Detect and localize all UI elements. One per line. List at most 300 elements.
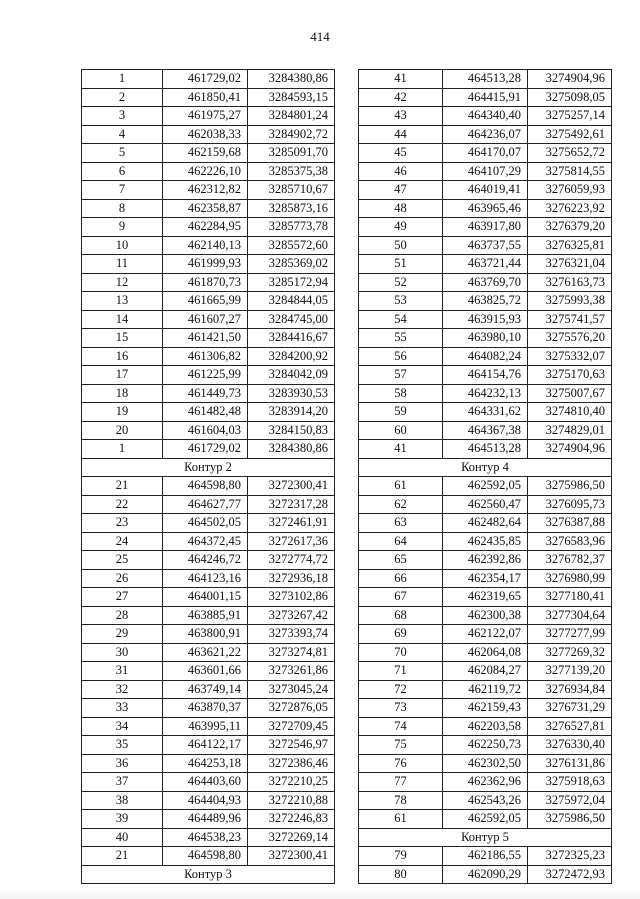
table-row bbox=[82, 625, 335, 644]
point-number-cell: 1 bbox=[82, 440, 163, 459]
y-coordinate-cell: 3272317,28 bbox=[248, 495, 335, 514]
x-coordinate-cell: 462392,86 bbox=[443, 551, 528, 570]
table-row bbox=[82, 403, 335, 422]
y-coordinate-cell: 3285369,02 bbox=[248, 255, 335, 274]
table-row bbox=[82, 532, 335, 551]
y-coordinate-cell: 3284593,15 bbox=[248, 88, 335, 107]
x-coordinate-cell: 464236,07 bbox=[443, 125, 528, 144]
x-coordinate-cell: 462119,72 bbox=[443, 680, 528, 699]
table-row bbox=[359, 625, 612, 644]
point-number-cell: 29 bbox=[82, 625, 163, 644]
x-coordinate-cell: 464170,07 bbox=[443, 144, 528, 163]
x-coordinate-cell: 461421,50 bbox=[163, 329, 248, 348]
y-coordinate-cell: 3272461,91 bbox=[248, 514, 335, 533]
point-number-cell: 20 bbox=[82, 421, 163, 440]
y-coordinate-cell: 3275986,50 bbox=[528, 477, 612, 496]
table-row bbox=[359, 736, 612, 755]
point-number-cell: 55 bbox=[359, 329, 443, 348]
point-number-cell: 45 bbox=[359, 144, 443, 163]
table-row bbox=[359, 366, 612, 385]
table-row bbox=[82, 588, 335, 607]
point-number-cell: 75 bbox=[359, 736, 443, 755]
point-number-cell: 18 bbox=[82, 384, 163, 403]
table-row bbox=[82, 70, 335, 89]
point-number-cell: 56 bbox=[359, 347, 443, 366]
x-coordinate-cell: 464123,16 bbox=[163, 569, 248, 588]
point-number-cell: 44 bbox=[359, 125, 443, 144]
point-number-cell: 48 bbox=[359, 199, 443, 218]
y-coordinate-cell: 3284150,83 bbox=[248, 421, 335, 440]
x-coordinate-cell: 463601,66 bbox=[163, 662, 248, 681]
x-coordinate-cell: 462122,07 bbox=[443, 625, 528, 644]
y-coordinate-cell: 3285710,67 bbox=[248, 181, 335, 200]
y-coordinate-cell: 3275918,63 bbox=[528, 773, 612, 792]
point-number-cell: 14 bbox=[82, 310, 163, 329]
point-number-cell: 36 bbox=[82, 754, 163, 773]
coordinates-table-left bbox=[81, 69, 335, 884]
y-coordinate-cell: 3276583,96 bbox=[528, 532, 612, 551]
point-number-cell: 23 bbox=[82, 514, 163, 533]
y-coordinate-cell: 3272300,41 bbox=[248, 847, 335, 866]
point-number-cell: 31 bbox=[82, 662, 163, 681]
x-coordinate-cell: 463737,55 bbox=[443, 236, 528, 255]
x-coordinate-cell: 464598,80 bbox=[163, 477, 248, 496]
y-coordinate-cell: 3275492,61 bbox=[528, 125, 612, 144]
point-number-cell: 21 bbox=[82, 847, 163, 866]
x-coordinate-cell: 464513,28 bbox=[443, 440, 528, 459]
y-coordinate-cell: 3277139,20 bbox=[528, 662, 612, 681]
x-coordinate-cell: 462354,17 bbox=[443, 569, 528, 588]
y-coordinate-cell: 3276387,88 bbox=[528, 514, 612, 533]
x-coordinate-cell: 461306,82 bbox=[163, 347, 248, 366]
x-coordinate-cell: 463980,10 bbox=[443, 329, 528, 348]
point-number-cell: 24 bbox=[82, 532, 163, 551]
point-number-cell: 53 bbox=[359, 292, 443, 311]
table-row bbox=[359, 144, 612, 163]
table-row bbox=[359, 125, 612, 144]
y-coordinate-cell: 3277277,99 bbox=[528, 625, 612, 644]
table-row bbox=[82, 791, 335, 810]
point-number-cell: 70 bbox=[359, 643, 443, 662]
y-coordinate-cell: 3275170,63 bbox=[528, 366, 612, 385]
table-row bbox=[359, 643, 612, 662]
table-row bbox=[82, 107, 335, 126]
x-coordinate-cell: 462592,05 bbox=[443, 477, 528, 496]
y-coordinate-cell: 3276782,37 bbox=[528, 551, 612, 570]
x-coordinate-cell: 461607,27 bbox=[163, 310, 248, 329]
x-coordinate-cell: 464082,24 bbox=[443, 347, 528, 366]
table-row bbox=[359, 88, 612, 107]
x-coordinate-cell: 462300,38 bbox=[443, 606, 528, 625]
x-coordinate-cell: 462543,26 bbox=[443, 791, 528, 810]
table-row bbox=[82, 569, 335, 588]
point-number-cell: 52 bbox=[359, 273, 443, 292]
point-number-cell: 3 bbox=[82, 107, 163, 126]
y-coordinate-cell: 3275993,38 bbox=[528, 292, 612, 311]
table-row bbox=[82, 310, 335, 329]
y-coordinate-cell: 3277180,41 bbox=[528, 588, 612, 607]
table-row bbox=[82, 551, 335, 570]
x-coordinate-cell: 464001,15 bbox=[163, 588, 248, 607]
table-row bbox=[359, 162, 612, 181]
table-row bbox=[359, 440, 612, 459]
point-number-cell: 80 bbox=[359, 865, 443, 884]
point-number-cell: 46 bbox=[359, 162, 443, 181]
x-coordinate-cell: 462203,58 bbox=[443, 717, 528, 736]
y-coordinate-cell: 3275972,04 bbox=[528, 791, 612, 810]
table-row bbox=[82, 162, 335, 181]
point-number-cell: 61 bbox=[359, 477, 443, 496]
point-number-cell: 5 bbox=[82, 144, 163, 163]
x-coordinate-cell: 464403,60 bbox=[163, 773, 248, 792]
contour-header-row bbox=[82, 865, 335, 884]
table-row bbox=[359, 680, 612, 699]
point-number-cell: 33 bbox=[82, 699, 163, 718]
x-coordinate-cell: 462302,50 bbox=[443, 754, 528, 773]
x-coordinate-cell: 463885,91 bbox=[163, 606, 248, 625]
table-row bbox=[359, 606, 612, 625]
point-number-cell: 6 bbox=[82, 162, 163, 181]
y-coordinate-cell: 3276095,73 bbox=[528, 495, 612, 514]
y-coordinate-cell: 3274904,96 bbox=[528, 70, 612, 89]
x-coordinate-cell: 463870,37 bbox=[163, 699, 248, 718]
point-number-cell: 19 bbox=[82, 403, 163, 422]
x-coordinate-cell: 462226,10 bbox=[163, 162, 248, 181]
table-row bbox=[82, 699, 335, 718]
y-coordinate-cell: 3285773,78 bbox=[248, 218, 335, 237]
point-number-cell: 35 bbox=[82, 736, 163, 755]
x-coordinate-cell: 463721,44 bbox=[443, 255, 528, 274]
y-coordinate-cell: 3284042,09 bbox=[248, 366, 335, 385]
table-row bbox=[82, 606, 335, 625]
x-coordinate-cell: 464340,40 bbox=[443, 107, 528, 126]
y-coordinate-cell: 3276223,92 bbox=[528, 199, 612, 218]
contour-label: Контур 4 bbox=[359, 458, 612, 477]
table-row bbox=[82, 144, 335, 163]
point-number-cell: 59 bbox=[359, 403, 443, 422]
table-row bbox=[82, 495, 335, 514]
x-coordinate-cell: 464154,76 bbox=[443, 366, 528, 385]
y-coordinate-cell: 3272210,88 bbox=[248, 791, 335, 810]
x-coordinate-cell: 462362,96 bbox=[443, 773, 528, 792]
y-coordinate-cell: 3273261,86 bbox=[248, 662, 335, 681]
y-coordinate-cell: 3274904,96 bbox=[528, 440, 612, 459]
point-number-cell: 9 bbox=[82, 218, 163, 237]
y-coordinate-cell: 3275814,55 bbox=[528, 162, 612, 181]
contour-label: Контур 3 bbox=[82, 865, 335, 884]
table-row bbox=[82, 236, 335, 255]
x-coordinate-cell: 463965,46 bbox=[443, 199, 528, 218]
point-number-cell: 66 bbox=[359, 569, 443, 588]
table-row bbox=[359, 514, 612, 533]
x-coordinate-cell: 463800,91 bbox=[163, 625, 248, 644]
table-row bbox=[359, 569, 612, 588]
table-row bbox=[359, 532, 612, 551]
table-row bbox=[359, 717, 612, 736]
x-coordinate-cell: 461604,03 bbox=[163, 421, 248, 440]
table-row bbox=[82, 736, 335, 755]
x-coordinate-cell: 464246,72 bbox=[163, 551, 248, 570]
y-coordinate-cell: 3277269,32 bbox=[528, 643, 612, 662]
point-number-cell: 47 bbox=[359, 181, 443, 200]
point-number-cell: 73 bbox=[359, 699, 443, 718]
y-coordinate-cell: 3273274,81 bbox=[248, 643, 335, 662]
point-number-cell: 7 bbox=[82, 181, 163, 200]
table-row bbox=[82, 773, 335, 792]
table-row bbox=[359, 70, 612, 89]
table-row bbox=[359, 773, 612, 792]
x-coordinate-cell: 464404,93 bbox=[163, 791, 248, 810]
point-number-cell: 60 bbox=[359, 421, 443, 440]
point-number-cell: 39 bbox=[82, 810, 163, 829]
y-coordinate-cell: 3284200,92 bbox=[248, 347, 335, 366]
table-row bbox=[82, 88, 335, 107]
x-coordinate-cell: 462560,47 bbox=[443, 495, 528, 514]
x-coordinate-cell: 461975,27 bbox=[163, 107, 248, 126]
point-number-cell: 62 bbox=[359, 495, 443, 514]
x-coordinate-cell: 463917,80 bbox=[443, 218, 528, 237]
y-coordinate-cell: 3276980,99 bbox=[528, 569, 612, 588]
table-row bbox=[359, 865, 612, 884]
point-number-cell: 69 bbox=[359, 625, 443, 644]
y-coordinate-cell: 3272300,41 bbox=[248, 477, 335, 496]
x-coordinate-cell: 461999,93 bbox=[163, 255, 248, 274]
point-number-cell: 49 bbox=[359, 218, 443, 237]
x-coordinate-cell: 463749,14 bbox=[163, 680, 248, 699]
point-number-cell: 67 bbox=[359, 588, 443, 607]
point-number-cell: 64 bbox=[359, 532, 443, 551]
point-number-cell: 11 bbox=[82, 255, 163, 274]
table-row bbox=[359, 107, 612, 126]
y-coordinate-cell: 3272774,72 bbox=[248, 551, 335, 570]
x-coordinate-cell: 461225,99 bbox=[163, 366, 248, 385]
point-number-cell: 34 bbox=[82, 717, 163, 736]
contour-header-row bbox=[359, 828, 612, 847]
x-coordinate-cell: 463621,22 bbox=[163, 643, 248, 662]
y-coordinate-cell: 3273102,86 bbox=[248, 588, 335, 607]
x-coordinate-cell: 464598,80 bbox=[163, 847, 248, 866]
x-coordinate-cell: 461665,99 bbox=[163, 292, 248, 311]
table-row bbox=[82, 828, 335, 847]
point-number-cell: 8 bbox=[82, 199, 163, 218]
x-coordinate-cell: 464253,18 bbox=[163, 754, 248, 773]
x-coordinate-cell: 463825,72 bbox=[443, 292, 528, 311]
x-coordinate-cell: 462140,13 bbox=[163, 236, 248, 255]
point-number-cell: 13 bbox=[82, 292, 163, 311]
point-number-cell: 71 bbox=[359, 662, 443, 681]
x-coordinate-cell: 462482,64 bbox=[443, 514, 528, 533]
x-coordinate-cell: 462319,65 bbox=[443, 588, 528, 607]
point-number-cell: 41 bbox=[359, 440, 443, 459]
y-coordinate-cell: 3272709,45 bbox=[248, 717, 335, 736]
point-number-cell: 72 bbox=[359, 680, 443, 699]
table-row bbox=[82, 514, 335, 533]
table-row bbox=[359, 754, 612, 773]
x-coordinate-cell: 463769,70 bbox=[443, 273, 528, 292]
x-coordinate-cell: 464627,77 bbox=[163, 495, 248, 514]
y-coordinate-cell: 3273393,74 bbox=[248, 625, 335, 644]
y-coordinate-cell: 3277304,64 bbox=[528, 606, 612, 625]
table-row bbox=[359, 273, 612, 292]
table-row bbox=[359, 403, 612, 422]
point-number-cell: 21 bbox=[82, 477, 163, 496]
point-number-cell: 10 bbox=[82, 236, 163, 255]
point-number-cell: 78 bbox=[359, 791, 443, 810]
x-coordinate-cell: 462084,27 bbox=[443, 662, 528, 681]
y-coordinate-cell: 3276527,81 bbox=[528, 717, 612, 736]
table-row bbox=[82, 181, 335, 200]
y-coordinate-cell: 3276934,84 bbox=[528, 680, 612, 699]
y-coordinate-cell: 3284844,05 bbox=[248, 292, 335, 311]
point-number-cell: 54 bbox=[359, 310, 443, 329]
x-coordinate-cell: 464122,17 bbox=[163, 736, 248, 755]
table-row bbox=[359, 255, 612, 274]
y-coordinate-cell: 3284902,72 bbox=[248, 125, 335, 144]
table-row bbox=[359, 662, 612, 681]
x-coordinate-cell: 461870,73 bbox=[163, 273, 248, 292]
point-number-cell: 76 bbox=[359, 754, 443, 773]
table-row bbox=[359, 810, 612, 829]
y-coordinate-cell: 3275652,72 bbox=[528, 144, 612, 163]
table-row bbox=[359, 421, 612, 440]
table-row bbox=[359, 199, 612, 218]
table-row bbox=[82, 366, 335, 385]
y-coordinate-cell: 3272876,05 bbox=[248, 699, 335, 718]
point-number-cell: 63 bbox=[359, 514, 443, 533]
contour-header-row bbox=[82, 458, 335, 477]
contour-label: Контур 5 bbox=[359, 828, 612, 847]
table-row bbox=[359, 218, 612, 237]
point-number-cell: 65 bbox=[359, 551, 443, 570]
x-coordinate-cell: 461729,02 bbox=[163, 70, 248, 89]
y-coordinate-cell: 3275741,57 bbox=[528, 310, 612, 329]
point-number-cell: 68 bbox=[359, 606, 443, 625]
y-coordinate-cell: 3284745,00 bbox=[248, 310, 335, 329]
x-coordinate-cell: 464367,38 bbox=[443, 421, 528, 440]
x-coordinate-cell: 461850,41 bbox=[163, 88, 248, 107]
x-coordinate-cell: 462090,29 bbox=[443, 865, 528, 884]
point-number-cell: 4 bbox=[82, 125, 163, 144]
point-number-cell: 22 bbox=[82, 495, 163, 514]
y-coordinate-cell: 3283930,53 bbox=[248, 384, 335, 403]
y-coordinate-cell: 3276059,93 bbox=[528, 181, 612, 200]
table-row bbox=[359, 847, 612, 866]
point-number-cell: 38 bbox=[82, 791, 163, 810]
x-coordinate-cell: 462284,95 bbox=[163, 218, 248, 237]
table-row bbox=[359, 181, 612, 200]
y-coordinate-cell: 3285091,70 bbox=[248, 144, 335, 163]
table-row bbox=[82, 680, 335, 699]
y-coordinate-cell: 3275098,05 bbox=[528, 88, 612, 107]
table-row bbox=[359, 347, 612, 366]
y-coordinate-cell: 3284416,67 bbox=[248, 329, 335, 348]
point-number-cell: 17 bbox=[82, 366, 163, 385]
point-number-cell: 40 bbox=[82, 828, 163, 847]
y-coordinate-cell: 3276379,20 bbox=[528, 218, 612, 237]
point-number-cell: 1 bbox=[82, 70, 163, 89]
y-coordinate-cell: 3276321,04 bbox=[528, 255, 612, 274]
y-coordinate-cell: 3274810,40 bbox=[528, 403, 612, 422]
y-coordinate-cell: 3272472,93 bbox=[528, 865, 612, 884]
x-coordinate-cell: 464107,29 bbox=[443, 162, 528, 181]
y-coordinate-cell: 3275257,14 bbox=[528, 107, 612, 126]
y-coordinate-cell: 3273045,24 bbox=[248, 680, 335, 699]
point-number-cell: 43 bbox=[359, 107, 443, 126]
x-coordinate-cell: 461449,73 bbox=[163, 384, 248, 403]
x-coordinate-cell: 464489,96 bbox=[163, 810, 248, 829]
point-number-cell: 42 bbox=[359, 88, 443, 107]
point-number-cell: 41 bbox=[359, 70, 443, 89]
y-coordinate-cell: 3276731,29 bbox=[528, 699, 612, 718]
x-coordinate-cell: 462312,82 bbox=[163, 181, 248, 200]
x-coordinate-cell: 464415,91 bbox=[443, 88, 528, 107]
x-coordinate-cell: 462159,43 bbox=[443, 699, 528, 718]
x-coordinate-cell: 463995,11 bbox=[163, 717, 248, 736]
x-coordinate-cell: 464019,41 bbox=[443, 181, 528, 200]
table-row bbox=[82, 292, 335, 311]
x-coordinate-cell: 462592,05 bbox=[443, 810, 528, 829]
y-coordinate-cell: 3275576,20 bbox=[528, 329, 612, 348]
y-coordinate-cell: 3276325,81 bbox=[528, 236, 612, 255]
table-row bbox=[359, 477, 612, 496]
point-number-cell: 25 bbox=[82, 551, 163, 570]
y-coordinate-cell: 3276330,40 bbox=[528, 736, 612, 755]
y-coordinate-cell: 3272936,18 bbox=[248, 569, 335, 588]
contour-header-row bbox=[359, 458, 612, 477]
y-coordinate-cell: 3272246,83 bbox=[248, 810, 335, 829]
table-row bbox=[82, 273, 335, 292]
y-coordinate-cell: 3284380,86 bbox=[248, 70, 335, 89]
x-coordinate-cell: 461482,48 bbox=[163, 403, 248, 422]
x-coordinate-cell: 464232,13 bbox=[443, 384, 528, 403]
table-row bbox=[82, 199, 335, 218]
point-number-cell: 37 bbox=[82, 773, 163, 792]
table-row bbox=[82, 754, 335, 773]
coordinates-table-right bbox=[358, 69, 612, 884]
point-number-cell: 32 bbox=[82, 680, 163, 699]
table-row bbox=[82, 218, 335, 237]
x-coordinate-cell: 464372,45 bbox=[163, 532, 248, 551]
table-row bbox=[82, 125, 335, 144]
y-coordinate-cell: 3276131,86 bbox=[528, 754, 612, 773]
x-coordinate-cell: 462435,85 bbox=[443, 532, 528, 551]
point-number-cell: 79 bbox=[359, 847, 443, 866]
x-coordinate-cell: 463915,93 bbox=[443, 310, 528, 329]
table-row bbox=[82, 662, 335, 681]
point-number-cell: 12 bbox=[82, 273, 163, 292]
y-coordinate-cell: 3273267,42 bbox=[248, 606, 335, 625]
page-bottom-edge bbox=[0, 890, 640, 899]
x-coordinate-cell: 462186,55 bbox=[443, 847, 528, 866]
table-row bbox=[82, 717, 335, 736]
table-row bbox=[82, 347, 335, 366]
y-coordinate-cell: 3272546,97 bbox=[248, 736, 335, 755]
y-coordinate-cell: 3272269,14 bbox=[248, 828, 335, 847]
point-number-cell: 51 bbox=[359, 255, 443, 274]
y-coordinate-cell: 3285172,94 bbox=[248, 273, 335, 292]
point-number-cell: 15 bbox=[82, 329, 163, 348]
table-row bbox=[359, 495, 612, 514]
y-coordinate-cell: 3272617,36 bbox=[248, 532, 335, 551]
y-coordinate-cell: 3285572,60 bbox=[248, 236, 335, 255]
table-row bbox=[359, 236, 612, 255]
point-number-cell: 27 bbox=[82, 588, 163, 607]
x-coordinate-cell: 461729,02 bbox=[163, 440, 248, 459]
y-coordinate-cell: 3272325,23 bbox=[528, 847, 612, 866]
page-number: 414 bbox=[310, 29, 330, 44]
point-number-cell: 58 bbox=[359, 384, 443, 403]
x-coordinate-cell: 462064,08 bbox=[443, 643, 528, 662]
